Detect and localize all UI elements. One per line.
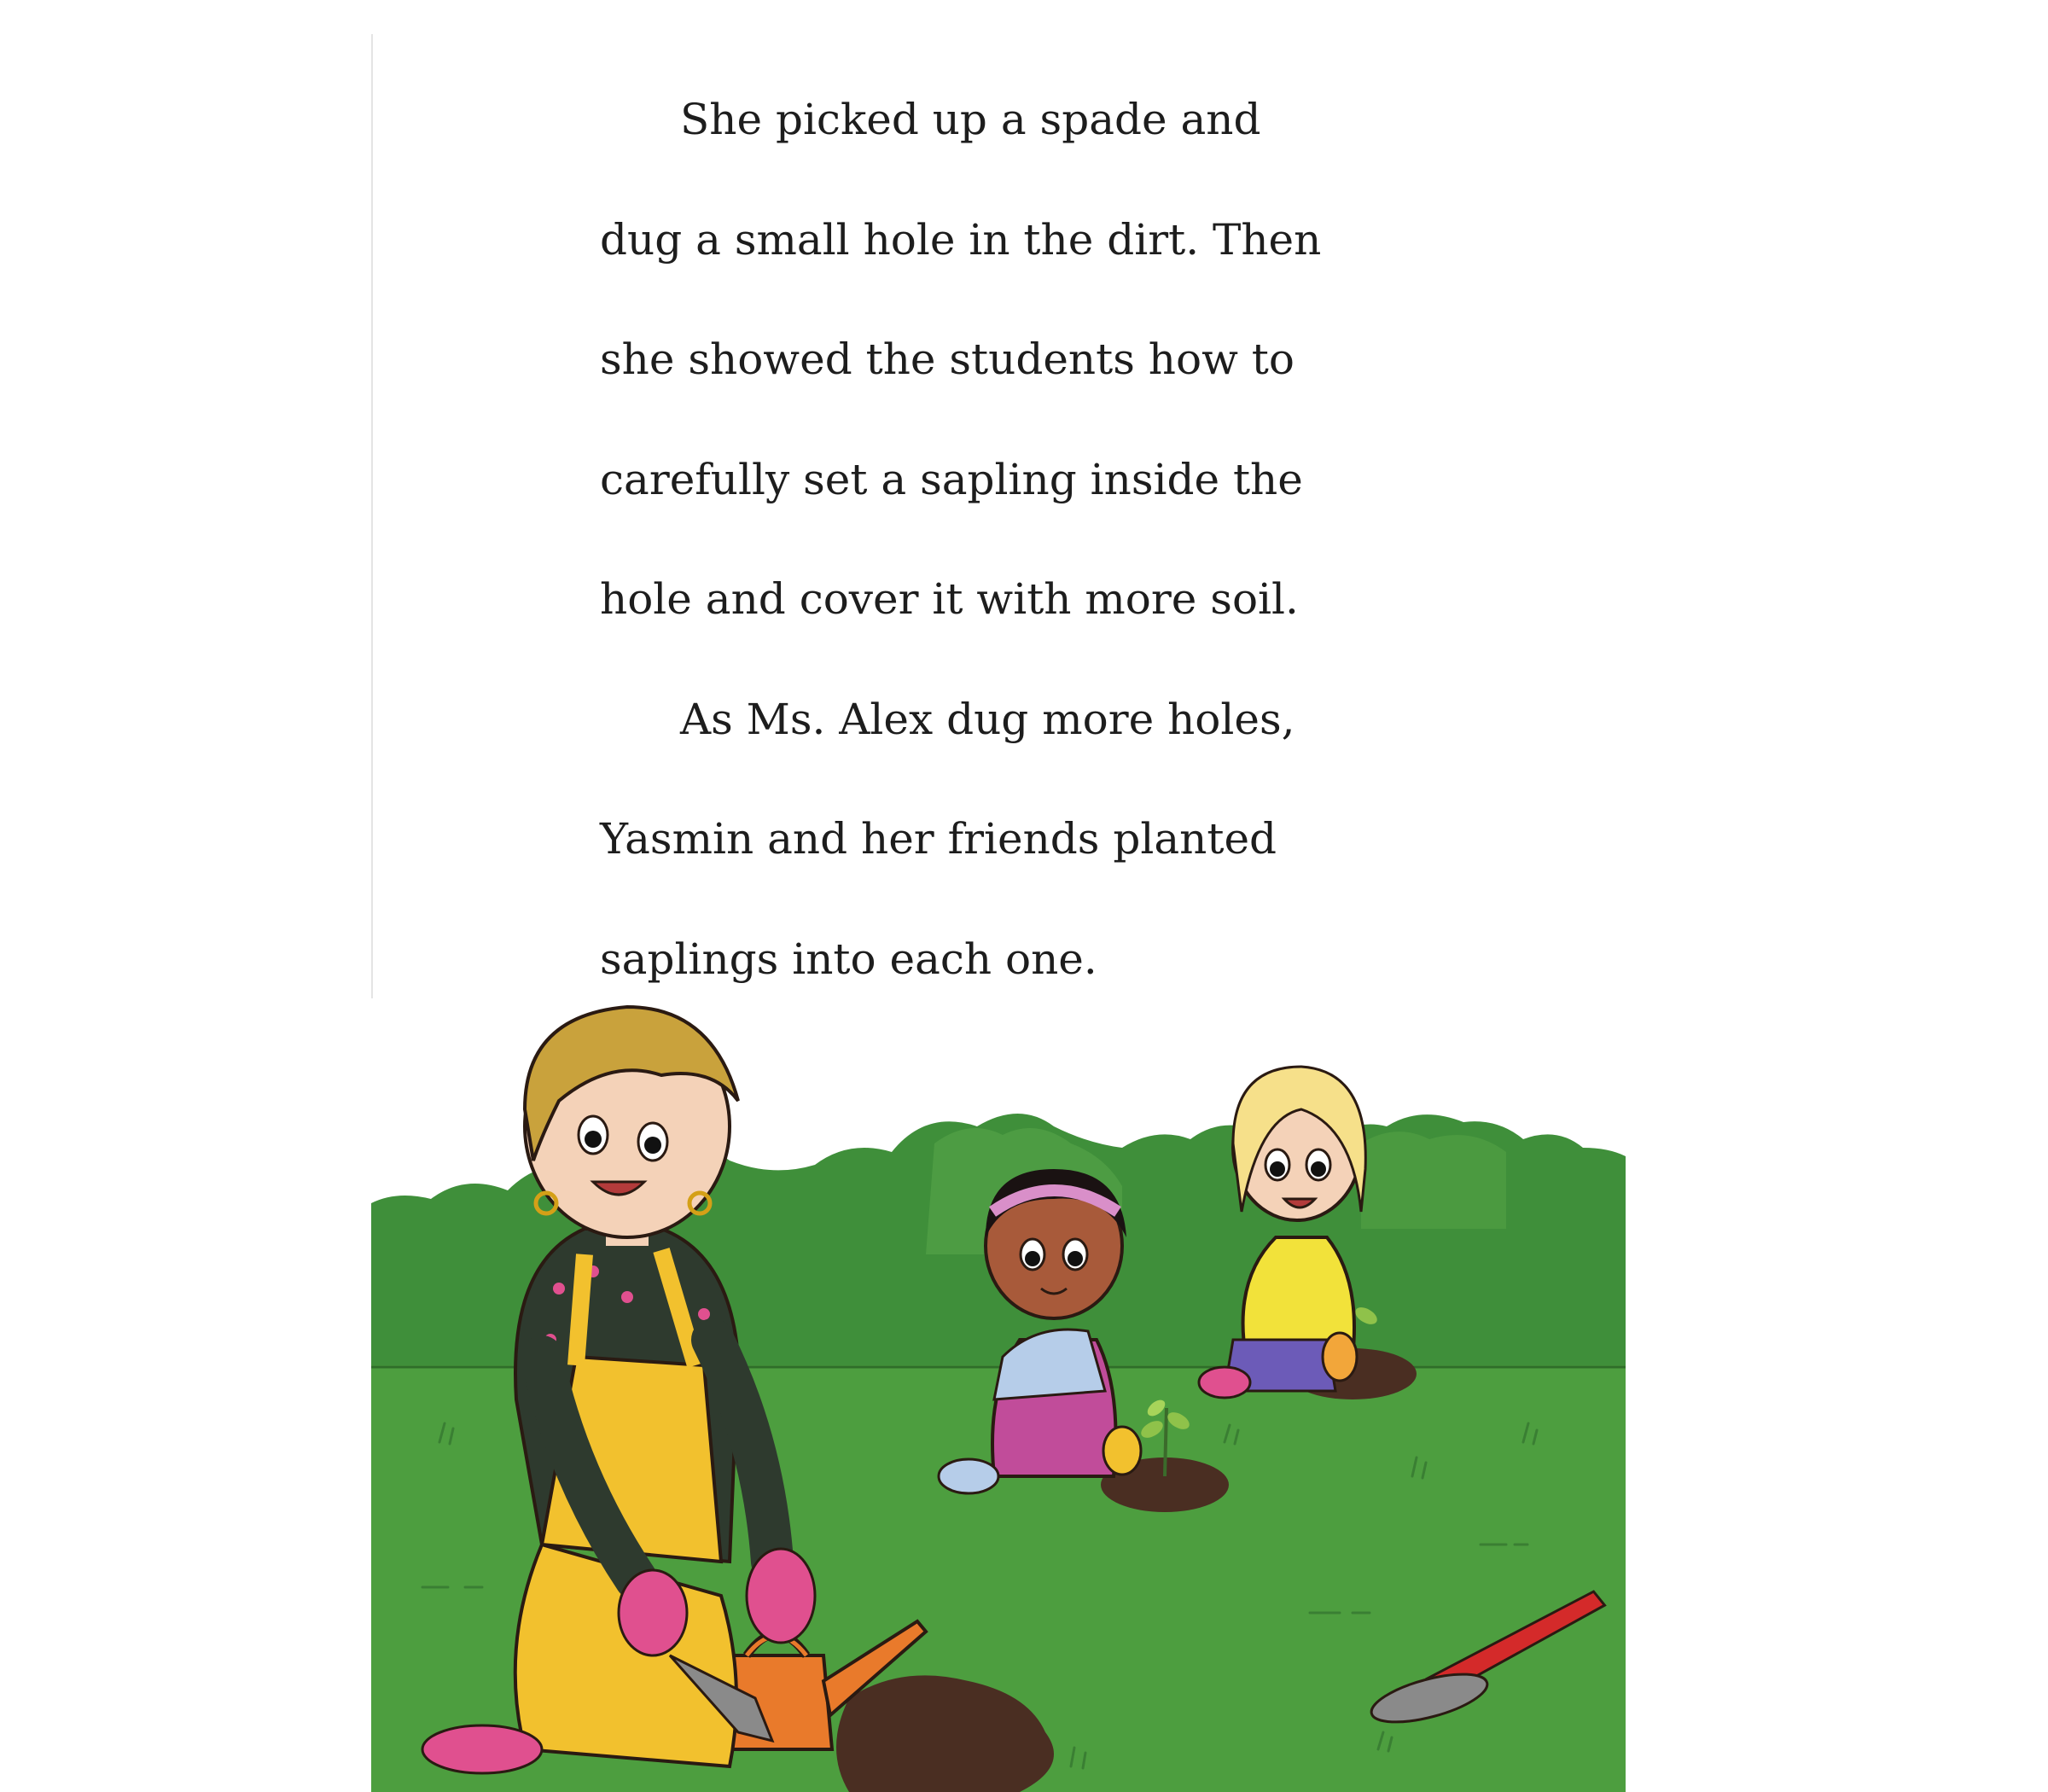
story-line: Yasmin and her friends planted (600, 814, 1277, 864)
story-line: dug a small hole in the dirt. Then (600, 214, 1322, 265)
story-line: she showed the students how to (600, 335, 1295, 384)
story-line: saplings into each one. (600, 934, 1097, 984)
garden-illustration (371, 998, 1626, 1792)
story-line: hole and cover it with more soil. (600, 574, 1299, 624)
story-line: She picked up a spade and (680, 95, 1261, 144)
story-line: As Ms. Alex dug more holes, (680, 694, 1295, 744)
story-line: carefully set a sapling inside the (600, 454, 1303, 504)
hedge-highlight (1361, 1132, 1506, 1229)
story-text (600, 60, 1470, 1019)
page-edge-line (371, 34, 373, 998)
garden-scene-svg (371, 998, 1626, 1792)
